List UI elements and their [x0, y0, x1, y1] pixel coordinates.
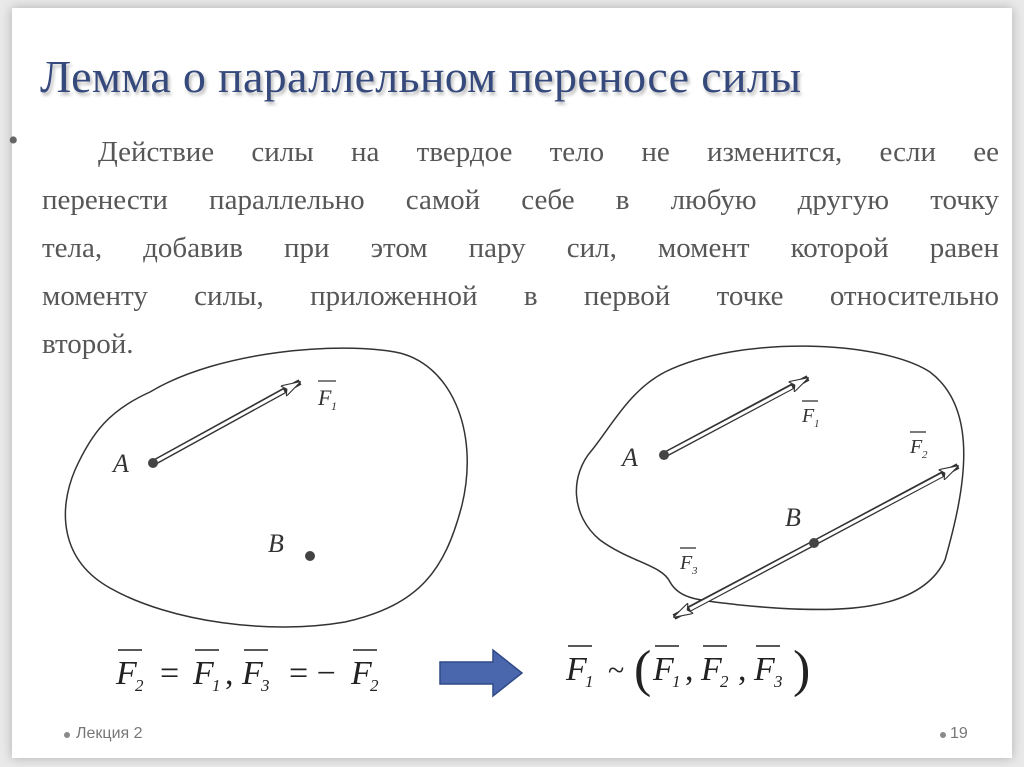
- slide-title: Лемма о параллельном переносе силы: [40, 51, 802, 102]
- right-force-f1-arrow: [664, 378, 808, 455]
- footer-lecture: Лекция 2: [76, 725, 143, 742]
- svg-text:F: F: [193, 655, 214, 692]
- right-point-b: [809, 538, 819, 548]
- right-point-a: [659, 450, 669, 460]
- svg-text:F: F: [680, 552, 693, 574]
- left-label-b: B: [268, 529, 284, 558]
- bullet-line: тела, добавив при этом пару сил, момент которой равен: [42, 232, 999, 264]
- left-label-f1: [317, 381, 337, 413]
- implies-arrow-icon: [440, 650, 522, 696]
- svg-text:1: 1: [585, 672, 594, 691]
- bullet-line: перенести параллельно самой себе в любую другую точку: [42, 184, 999, 216]
- svg-text:,: ,: [685, 651, 694, 688]
- svg-text:3: 3: [261, 676, 270, 695]
- svg-text:F: F: [802, 405, 815, 427]
- left-force-f1-arrow: [153, 382, 300, 463]
- svg-text:): ): [793, 641, 811, 698]
- svg-text:F: F: [653, 651, 674, 688]
- svg-text:F: F: [701, 651, 722, 688]
- svg-text:1: 1: [212, 676, 221, 695]
- right-label-f2: [909, 432, 928, 461]
- svg-text:F: F: [318, 385, 332, 410]
- bullet-line: Действие силы на твердое тело не изменится, если ее: [98, 136, 999, 168]
- bullet-icon: •: [8, 124, 19, 157]
- svg-text:1: 1: [331, 399, 337, 413]
- right-force-f2-arrow: [814, 466, 958, 543]
- svg-text:2: 2: [370, 676, 379, 695]
- svg-text:F: F: [242, 655, 263, 692]
- svg-text:~: ~: [608, 654, 625, 687]
- left-label-a: A: [113, 449, 129, 478]
- svg-text:= −: = −: [289, 655, 336, 692]
- svg-text:F: F: [351, 655, 372, 692]
- formula-left: [115, 650, 379, 695]
- right-body-diagram: [576, 346, 963, 617]
- right-body-outline: [576, 346, 963, 609]
- formula-right: [565, 641, 810, 698]
- left-body-outline: [65, 348, 467, 627]
- left-body-diagram: [65, 348, 467, 627]
- right-label-f1: [801, 401, 820, 430]
- svg-text:1: 1: [672, 672, 681, 691]
- footer-dot-icon: [64, 732, 70, 738]
- bullet-line: второй.: [42, 328, 134, 360]
- svg-text:2: 2: [720, 672, 729, 691]
- svg-text:3: 3: [774, 672, 783, 691]
- right-label-f3: [679, 548, 698, 577]
- svg-text:=: =: [160, 655, 180, 692]
- svg-text:F: F: [566, 651, 587, 688]
- bullet-line: моменту силы, приложенной в первой точке относительно: [42, 280, 999, 312]
- left-point-b: [305, 551, 315, 561]
- svg-text:,: ,: [225, 655, 234, 692]
- left-point-a: [148, 458, 158, 468]
- svg-text:(: (: [634, 641, 652, 698]
- svg-text:F: F: [116, 655, 137, 692]
- footer-dot-icon: [940, 732, 946, 738]
- svg-text:3: 3: [692, 565, 698, 577]
- svg-text:F: F: [754, 651, 775, 688]
- svg-text:2: 2: [135, 676, 144, 695]
- page-number: 19: [950, 725, 968, 742]
- svg-text:1: 1: [814, 418, 820, 430]
- right-label-a: A: [622, 443, 638, 472]
- svg-text:2: 2: [922, 449, 928, 461]
- right-label-b: B: [785, 503, 801, 532]
- svg-text:,: ,: [738, 651, 747, 688]
- svg-text:F: F: [910, 436, 923, 458]
